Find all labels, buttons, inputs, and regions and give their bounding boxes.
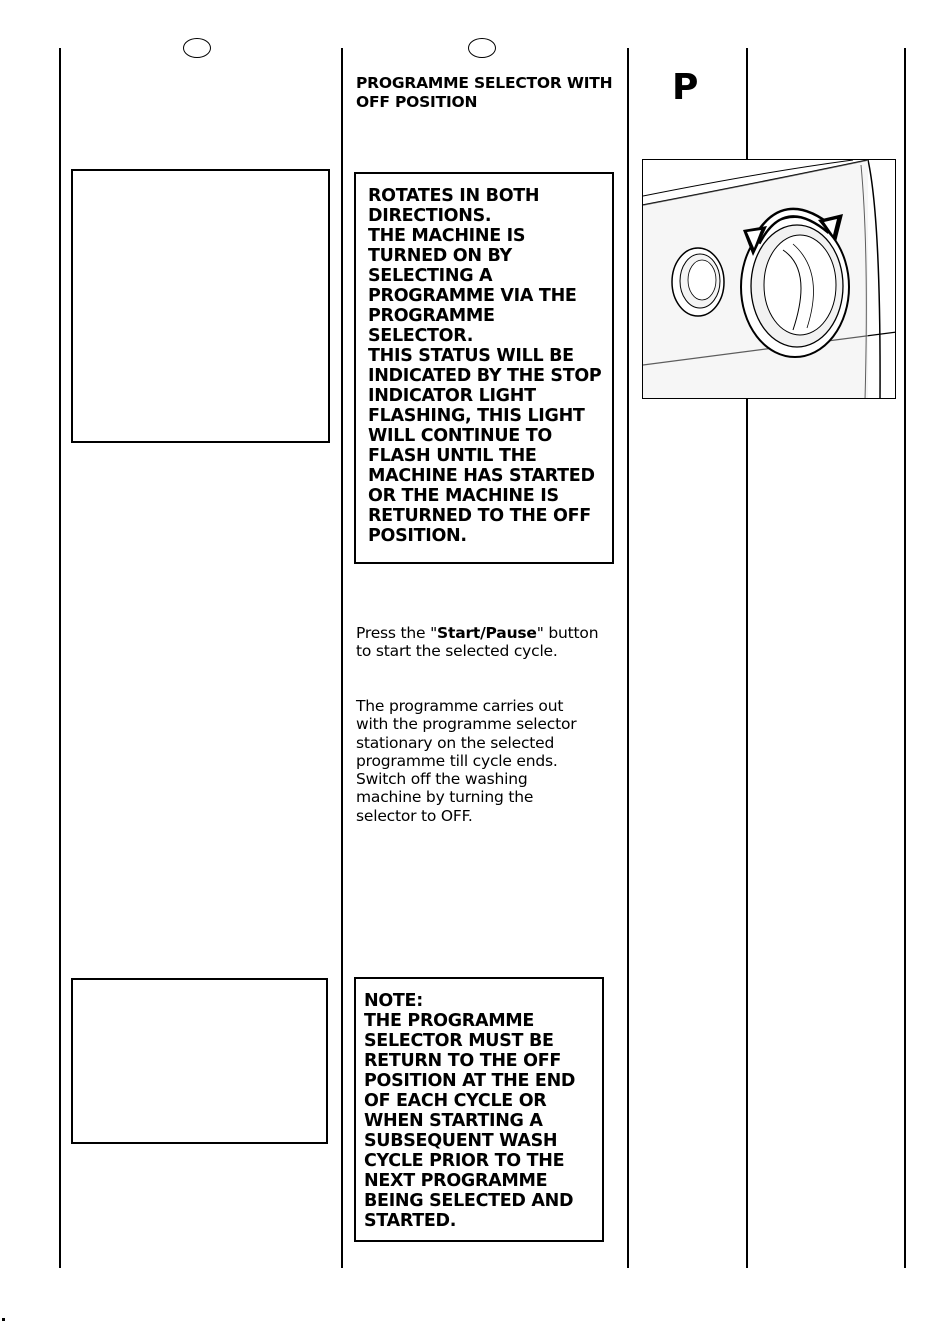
language-circle-english	[468, 38, 496, 58]
selector-illustration	[642, 159, 896, 399]
box-line: THIS STATUS WILL BE	[368, 346, 574, 366]
box-line: SUBSEQUENT WASH	[364, 1131, 558, 1151]
box-line: THE PROGRAMME	[364, 1011, 535, 1031]
box-line: WHEN STARTING A	[364, 1111, 543, 1131]
box-line: PROGRAMME VIA THE	[368, 286, 577, 306]
note-box	[354, 977, 604, 1242]
switch-off-text: Switch off the washing machine by turning the selector to OFF.	[356, 770, 534, 825]
start-pause-button-name: Start/Pause	[437, 624, 537, 642]
box-line: THE MACHINE IS	[368, 226, 526, 246]
box-line: BEING SELECTED AND	[364, 1191, 574, 1211]
rotation-info-box	[354, 172, 614, 564]
box-line: SELECTOR.	[368, 326, 474, 346]
box-line: SELECTOR MUST BE	[364, 1031, 554, 1051]
box-line: FLASHING, THIS LIGHT	[368, 406, 585, 426]
box-line: INDICATOR LIGHT	[368, 386, 536, 406]
box-line: WILL CONTINUE TO	[368, 426, 552, 446]
programme-paragraph	[356, 697, 596, 825]
box-line: POSITION AT THE END	[364, 1071, 576, 1091]
box-line: ROTATES IN BOTH	[368, 186, 540, 206]
left-bottom-box	[71, 978, 328, 1144]
box-line: OR THE MACHINE IS	[368, 486, 559, 506]
left-top-box	[71, 169, 330, 443]
box-line: PROGRAMME	[368, 306, 495, 326]
box-line: FLASH UNTIL THE	[368, 446, 537, 466]
start-text-suffix: " button to start the selected cycle.	[356, 624, 599, 661]
box-line: MACHINE HAS STARTED	[368, 466, 595, 486]
box-line: NEXT PROGRAMME	[364, 1171, 548, 1191]
box-line: OF EACH CYCLE OR	[364, 1091, 547, 1111]
page-mark	[2, 1318, 5, 1321]
language-circle-left	[183, 38, 211, 58]
rotation-info-text	[368, 186, 612, 546]
column-divider-5	[904, 48, 906, 1268]
column-divider-3	[627, 48, 629, 1268]
note-text	[364, 991, 602, 1231]
box-line: STARTED.	[364, 1211, 457, 1231]
column-divider-2	[341, 48, 343, 1268]
start-pause-paragraph	[356, 624, 606, 661]
box-line: CYCLE PRIOR TO THE	[364, 1151, 565, 1171]
box-line: TURNED ON BY	[368, 246, 512, 266]
box-line: SELECTING A	[368, 266, 493, 286]
programme-selector-knob-rotation-icon	[643, 160, 896, 399]
column-divider-1	[59, 48, 61, 1268]
box-line: RETURN TO THE OFF	[364, 1051, 562, 1071]
language-symbol: P	[672, 67, 699, 108]
programme-text: The programme carries out with the programme selector stationary on the selected programme till cycle ends.	[356, 697, 577, 770]
box-line: POSITION.	[368, 526, 467, 546]
section-heading: PROGRAMME SELECTOR WITH OFF POSITION	[356, 74, 613, 111]
box-line: INDICATED BY THE STOP	[368, 366, 602, 386]
box-line: RETURNED TO THE OFF	[368, 506, 591, 526]
start-text-prefix: Press the "	[356, 624, 438, 642]
box-line: DIRECTIONS.	[368, 206, 492, 226]
box-line: NOTE:	[364, 991, 423, 1011]
